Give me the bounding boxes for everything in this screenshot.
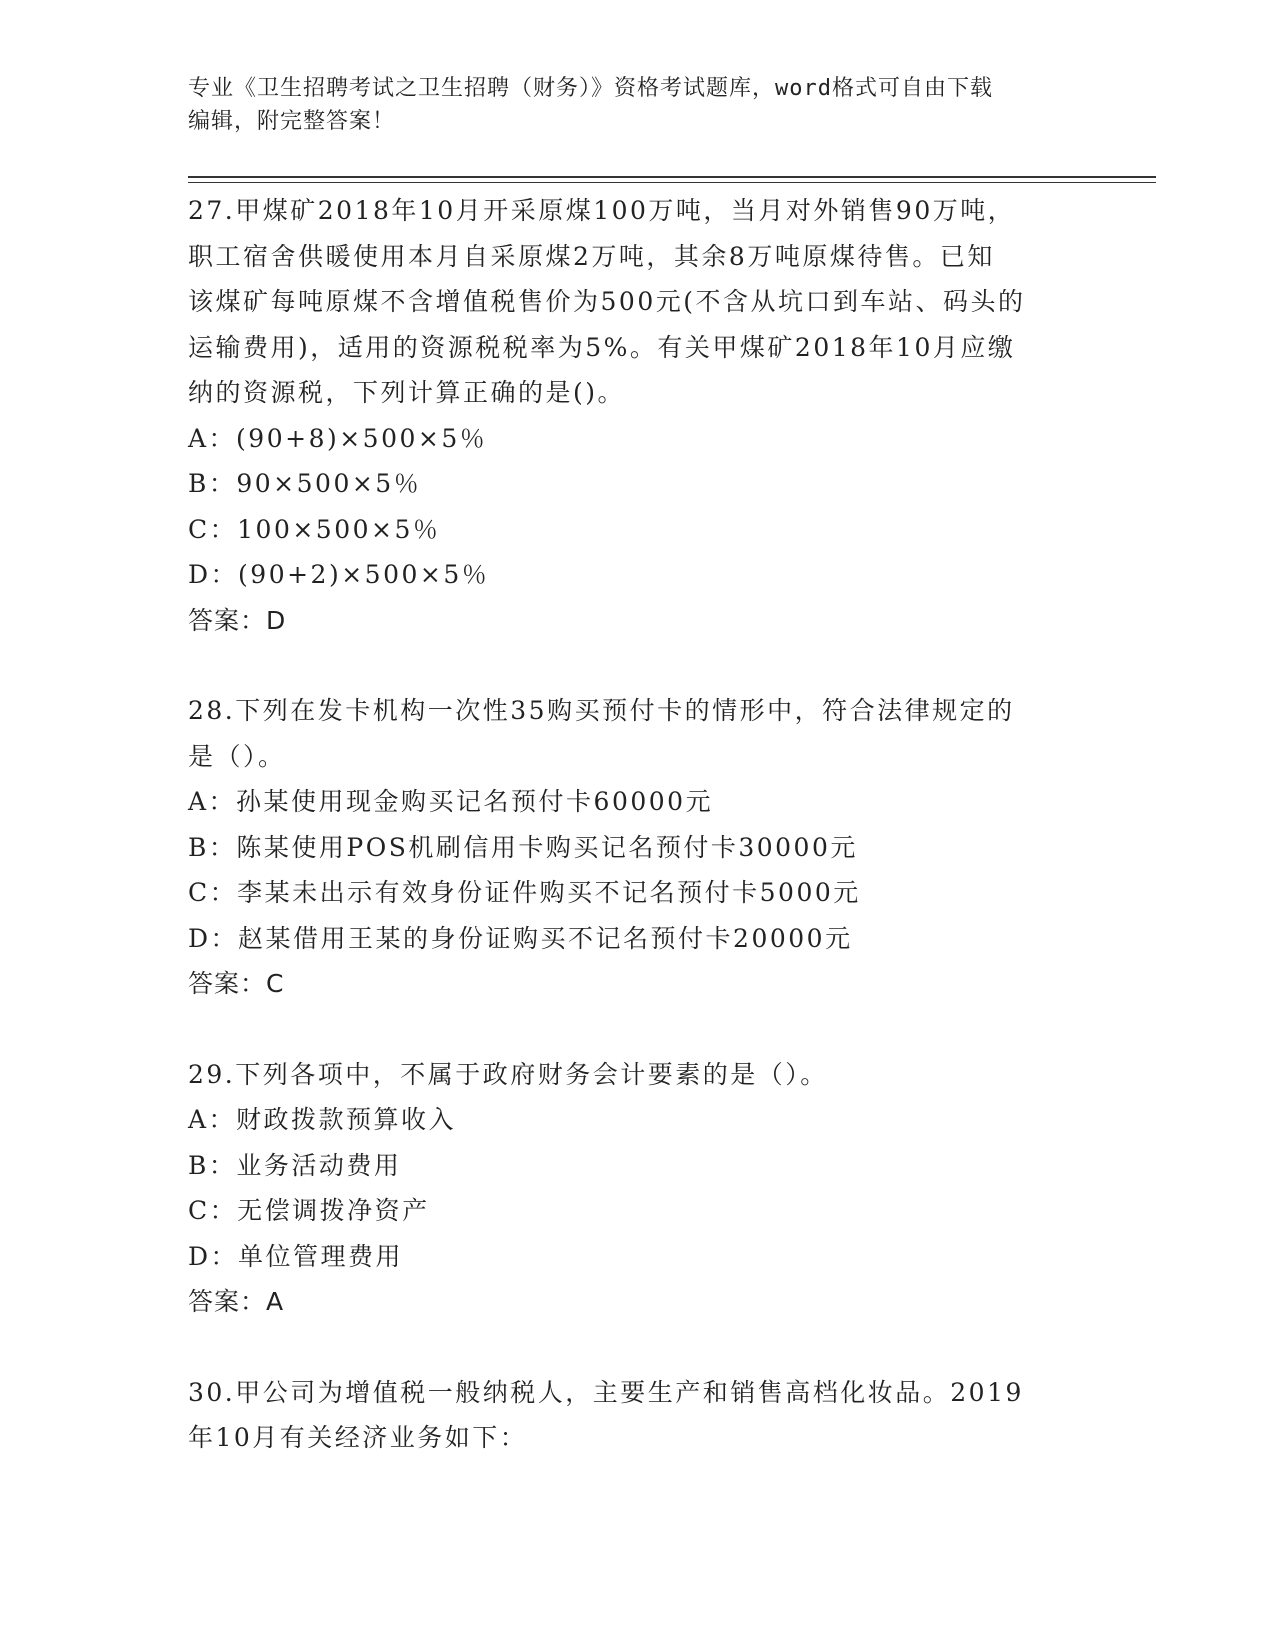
question-stem-line: 29.下列各项中，不属于政府财务会计要素的是（）。 (188, 1059, 828, 1089)
answer-line: 答案：C (188, 969, 285, 998)
option-c: C：100×500×5％ (188, 514, 441, 544)
question-stem-line: 职工宿舍供暖使用本月自采原煤2万吨，其余8万吨原煤待售。已知 (188, 241, 995, 271)
question-stem-line: 该煤矿每吨原煤不含增值税售价为500元(不含从坑口到车站、码头的 (188, 287, 1026, 316)
option-b: B：90×500×5％ (188, 469, 422, 498)
header-divider-thick (188, 176, 1156, 178)
question-stem-line: 年10月有关经济业务如下： (188, 1423, 528, 1452)
header-divider-thin (188, 182, 1156, 183)
document-header (188, 72, 1088, 138)
question-27 (188, 188, 1088, 643)
option-d: D：(90+2)×500×5％ (188, 560, 490, 589)
question-28 (188, 688, 1088, 1007)
answer-line: 答案：D (188, 605, 287, 635)
question-stem-line: 30.甲公司为增值税一般纳税人，主要生产和销售高档化妆品。2019 (188, 1377, 1024, 1407)
question-stem-line: 纳的资源税，下列计算正确的是()。 (188, 378, 626, 407)
option-d: D：单位管理费用 (188, 1241, 404, 1271)
question-30 (188, 1370, 1088, 1461)
question-list (188, 188, 1088, 1506)
option-a: A：财政拨款预算收入 (188, 1105, 457, 1134)
question-stem-line: 是（）。 (188, 741, 286, 771)
option-c: C：无偿调拨净资产 (188, 1196, 430, 1225)
answer-line: 答案：A (188, 1287, 285, 1316)
question-stem-line: 28.下列在发卡机构一次性35购买预付卡的情形中，符合法律规定的 (188, 696, 1015, 725)
header-line-2: 编辑，附完整答案！ (188, 109, 396, 134)
question-29 (188, 1052, 1088, 1325)
question-stem-line: 27.甲煤矿2018年10月开采原煤100万吨，当月对外销售90万吨， (188, 196, 1016, 225)
option-d: D：赵某借用王某的身份证购买不记名预付卡20000元 (188, 923, 853, 953)
header-line-1: 专业《卫生招聘考试之卫生招聘（财务）》资格考试题库，word格式可自由下载 (188, 76, 993, 101)
option-a: A：孙某使用现金购买记名预付卡60000元 (188, 787, 714, 816)
option-b: B：陈某使用POS机刷信用卡购买记名预付卡30000元 (188, 832, 858, 862)
question-stem-line: 运输费用)，适用的资源税税率为5%。有关甲煤矿2018年10月应缴 (188, 332, 1016, 362)
option-a: A：(90+8)×500×5％ (188, 423, 488, 453)
option-b: B：业务活动费用 (188, 1150, 402, 1180)
option-c: C：李某未出示有效身份证件购买不记名预付卡5000元 (188, 878, 861, 907)
